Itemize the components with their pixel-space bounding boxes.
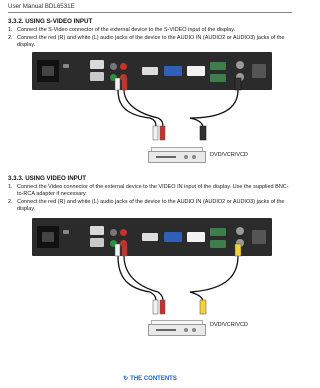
step-text: Connect the red (R) and white (L) audio jacks of the device to the AUDIO IN (AUDIO2 or AUDIO3) jacks of the display. [17, 35, 285, 49]
bnc-plug [235, 244, 241, 256]
toc-link[interactable] [0, 375, 300, 382]
step-number: 1. [8, 184, 13, 190]
rca-plug-red-lower [160, 300, 165, 314]
device-label: DVD/VCR/VCD [210, 322, 248, 328]
rca-plug-white [115, 244, 120, 256]
device-button [192, 328, 196, 332]
rca-plug-white-lower [153, 300, 158, 314]
video-plug-lower [200, 300, 206, 314]
device-label: DVD/VCR/VCD [210, 152, 248, 158]
step-number: 1. [8, 27, 13, 33]
disc-slot [156, 329, 176, 331]
rca-plug-red [122, 244, 127, 256]
audio-cable-red [124, 256, 158, 292]
circle-arrow-icon: ↻ [123, 376, 129, 382]
step-text: Connect the red (R) and white (L) audio jacks of the device to the AUDIO IN (AUDIO2 or AUDIO3) jacks of the display. [17, 199, 285, 213]
step-number: 2. [8, 35, 13, 41]
device-button [184, 328, 188, 332]
step-text: Connect the S-Video connector of the external device to the S-VIDEO input of the display. [17, 27, 236, 33]
toc-link-label[interactable]: THE CONTENTS [130, 376, 177, 382]
video-cable [190, 256, 238, 292]
step-number: 2. [8, 199, 13, 205]
document-header: User Manual BDL6531E [8, 3, 75, 10]
step-text: Connect the Video connector of the external device to the VIDEO IN input of the display. Use the supplied BNC-to-RCA adapter if necessary. [17, 184, 289, 198]
section-title-video: 3.3.3. USING VIDEO INPUT [8, 175, 87, 182]
section-title-svideo: 3.3.2. USING S-VIDEO INPUT [8, 18, 93, 25]
dvd-vcr-device [148, 318, 206, 338]
